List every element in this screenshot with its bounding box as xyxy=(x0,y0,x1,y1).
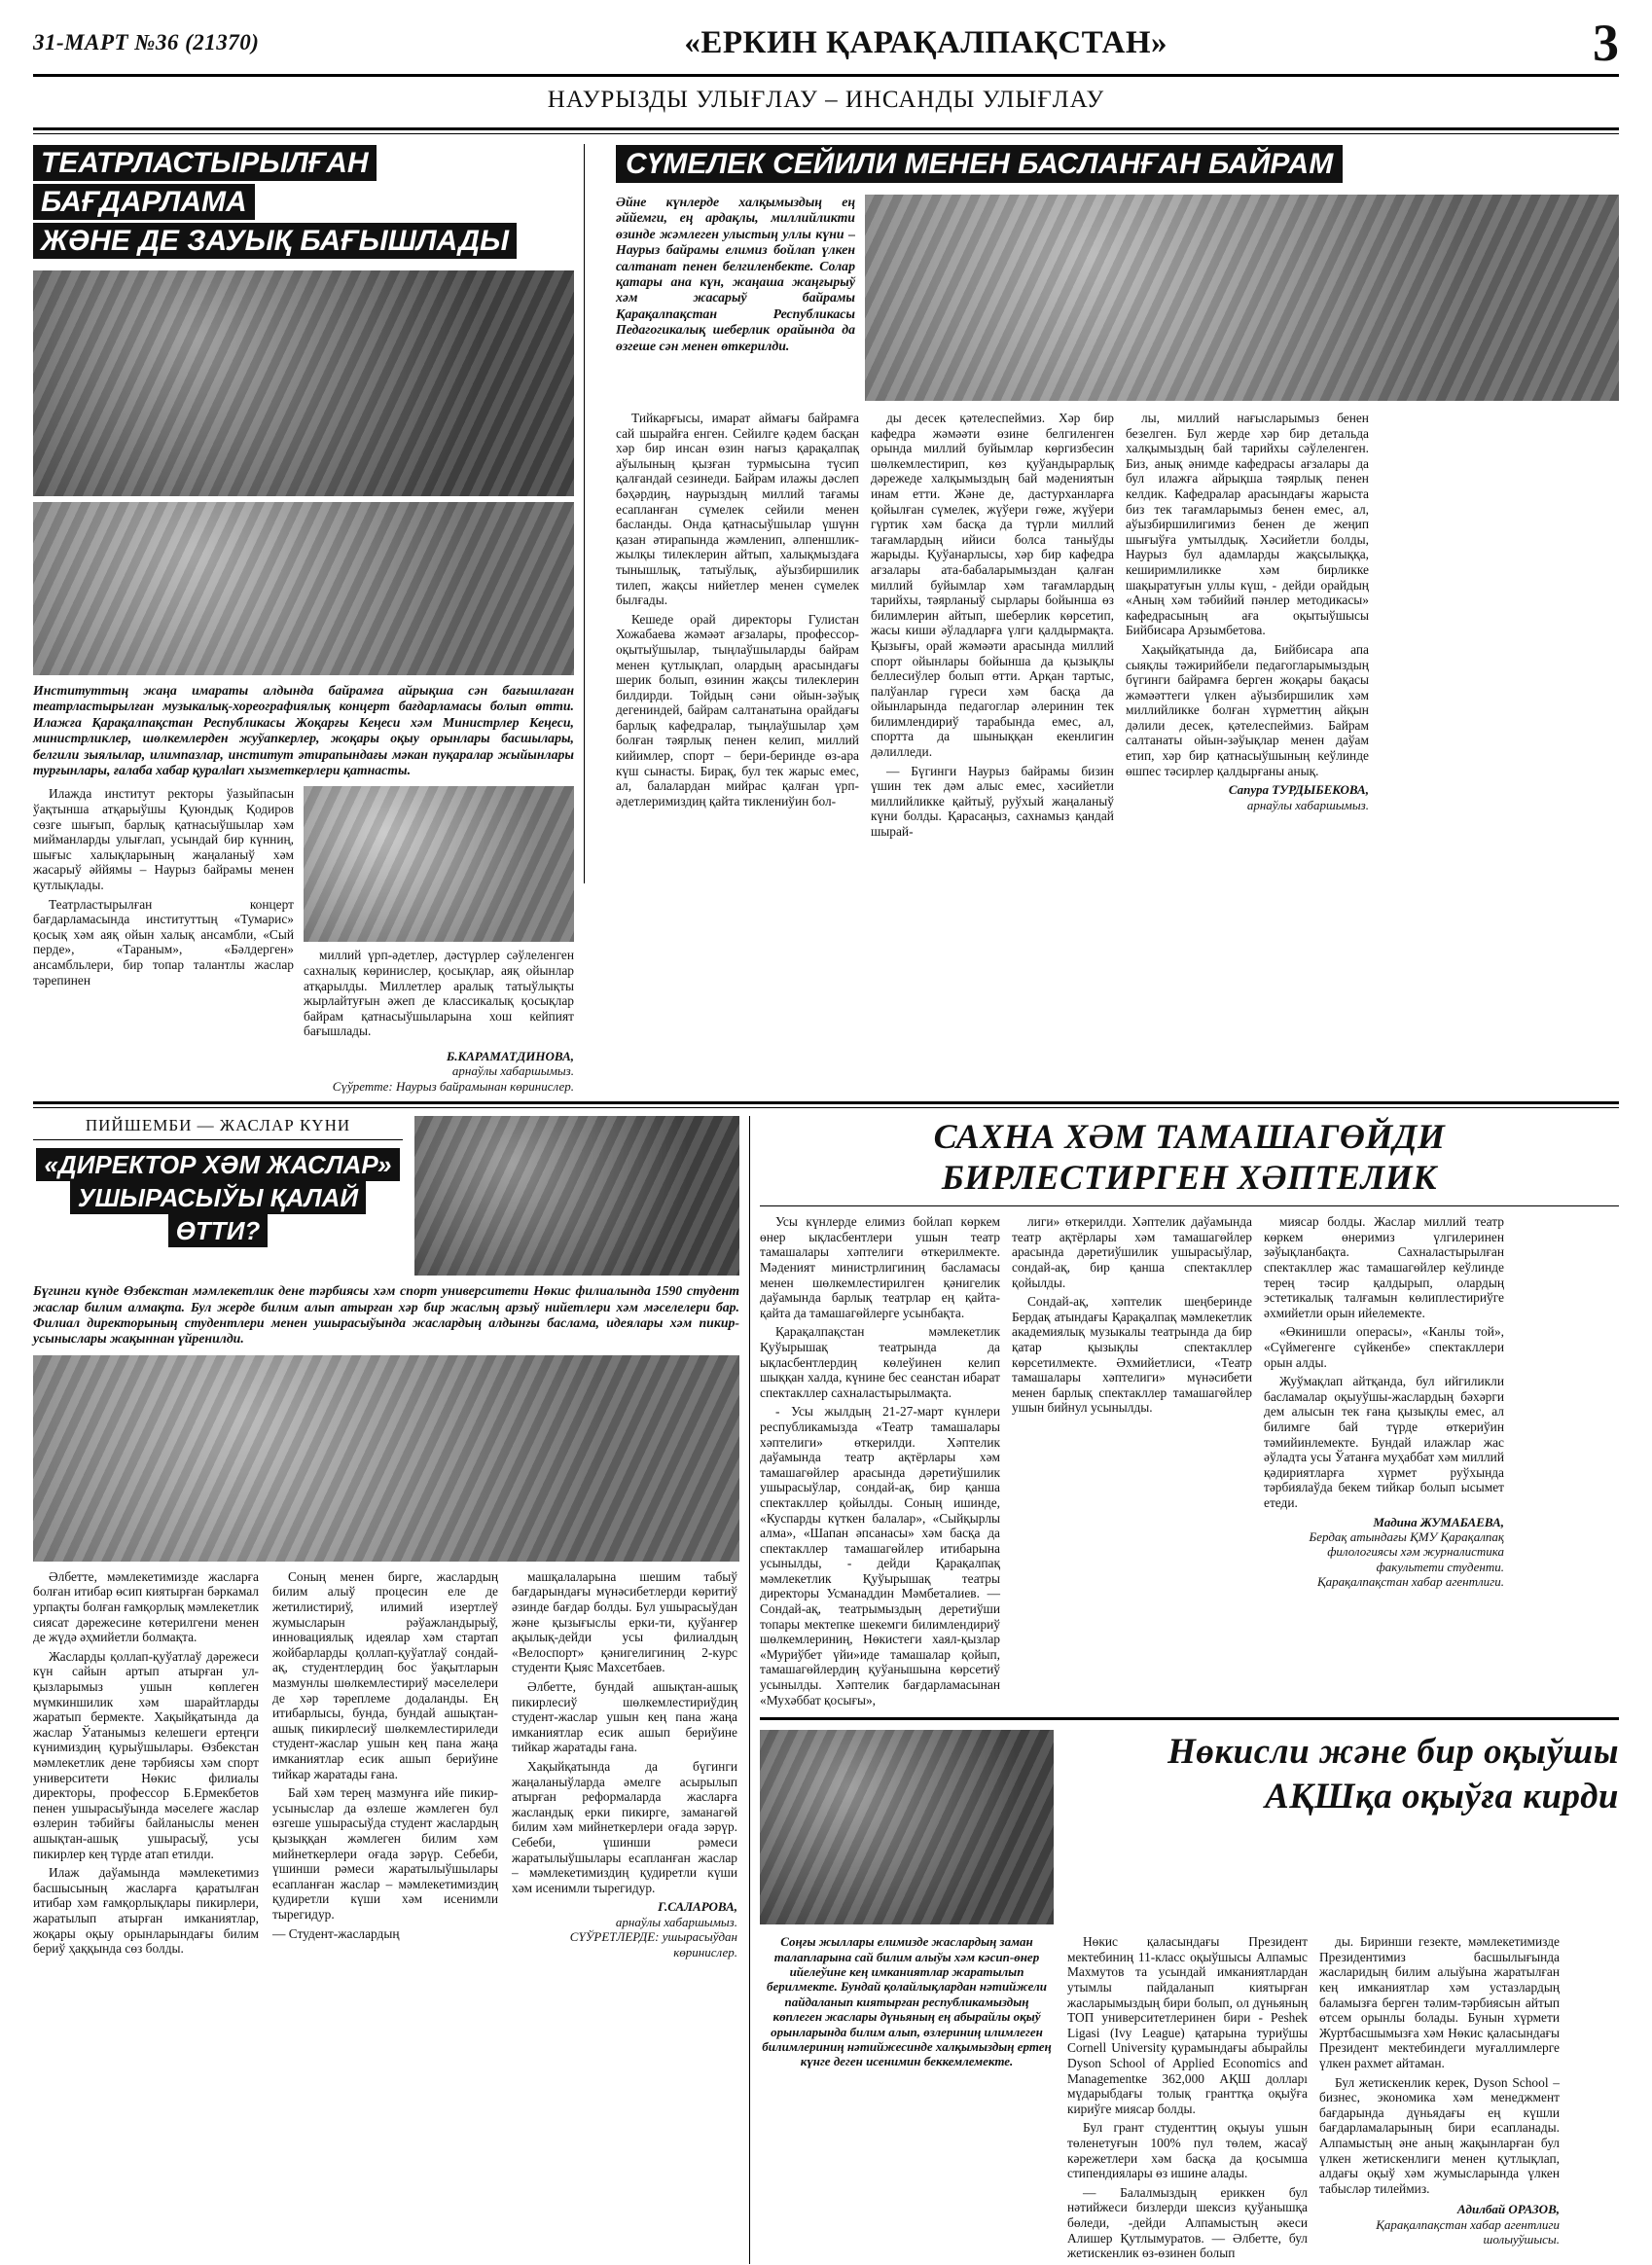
article3-signature-role: арнаўлы хабаршымыз. xyxy=(615,1914,737,1929)
article2-headline xyxy=(616,144,1619,185)
article4-agency: Қарақалпақстан хабар агентлиги. xyxy=(1316,1574,1504,1590)
article4-c2-p1: лиги» өткерилди. Хәптелик даўамында театр ақтёрлары хәм тамашагөйлер арасында дәретиўшилик ушырасыўлар, сондай-ақ, бир қанша спектакллер қойылды. xyxy=(1012,1214,1252,1290)
article2-photo-main xyxy=(865,195,1619,401)
article1-photo-main xyxy=(33,270,574,496)
article4-c1-p3: - Усы жылдың 21-27-март күнлери республикамызда «Театр тамашалары хәптелиги» өткерилди. Хәптелик даўамында театр ақтёрлары хәм тамашагөйлер арасында дәретиўшилик ушырасыўлар, сондай-ақ, бир қанша спектакллер қойылды. Соның ишинде, «Куспарды күткен балалар», «Сыйқырлы алма», «Шапан әпсанасы» хәм басқа да спектакллер тамашагөйлер итибарына усынылды, - дейди Қарақалпақ мәмлекетлик Қуўырышақ театры директоры Усманаддин Мәмбеталиев. — Сондай-ақ, театрымыздың деретиўши топары мектепке шекемги билимлендириў шөлкемлериниң, Нөкистеги хаял-қызлар «Муриўбет үйи»иде тамашалар қойып, тамашагөйлердиң қуўанышына көрсетиў усынылды. Хәптелик бағдарламасынан «Мухәббат қосығы», xyxy=(760,1404,1000,1708)
column-divider-top xyxy=(584,144,585,883)
article5-c1-p3: — Балалмыздың ериккен бул нәтийжеси бизлерди шексиз қуўанышқа бөледи, -дейди Алпамыстың әкеси Алишер Қутлымуратов. — Әлбетте, бул жетискенлик өз-өзинен болып xyxy=(1067,2184,1308,2261)
article5-col2 xyxy=(1319,1934,1560,2264)
article5-headline-line2: АҚШқа оқыўға кирди xyxy=(1265,1777,1619,1817)
article1-headline-line2: ЖӘНЕ ДЕ ЗАУЫҚ БАҒЫШЛАДЫ xyxy=(33,223,517,259)
article1-photo-caption: Сүўретте: Наурыз байрамынан көринислер. xyxy=(332,1078,574,1094)
article5-signature-role: Қарақалпақстан хабар агентлиги шолыуўшысы. xyxy=(1376,2216,1560,2247)
article5-caption-col xyxy=(760,1934,1054,2264)
article3-photo-caption: СҮЎРЕТЛЕРДЕ: ушырасыўдан көринислер. xyxy=(569,1929,737,1959)
article1-signature-role: арнаўлы хабаршымыз. xyxy=(451,1063,574,1079)
kicker-rule-top xyxy=(33,127,1619,130)
article5-c2-p2: Бул жетискенлик керек, Dyson School – бизнес, экономика хәм менеджмент бағдарында дүньядағы ең күшли бағдарламаларының бири есапланады. Алпамыстың әне аның жақынларған бул үлкен жетискенлиги менен қутлықлап, алдағы оқыў хәм жумысларында үлкен табысләр тилеймиз. xyxy=(1319,2074,1560,2196)
article3-headline-line2: УШЫРАСЫЎЫ ҚАЛАЙ ӨТТИ? xyxy=(70,1181,366,1247)
article4-c3-p1: миясар болды. Жаслар миллий театр көркем өнеримиз үлгилеринен зәўықланбақта. Сахналастырылған спектакллер жас тамашагөйлер кеўлинде терең тәсир қалдырып, олардың эстетикалық талғамын көлиплестириўге әхмийетли орын ийелемекте. xyxy=(1264,1214,1504,1320)
article5-rule xyxy=(760,1717,1619,1720)
article1-signature xyxy=(33,1049,574,1094)
article1-p1: Илажда институт ректоры ўазыйпасын ўақтынша атқарыўшы Қуюндық Қодиров сөзге шығып, барлық қатнасыўшылар хәм мийманларды улығлап, усындай бир күнниң, шығыс халықларының жаңаланыў хәм жасарыў әййямы – Наурыз байрамы менен қутлықлады. xyxy=(33,786,294,892)
article2-c1-p2: Кешеде орай директоры Гулистан Хожабаева жәмәәт ағзалары, профессор-оқытыўшылар, тыңлаўшыларды байрам менен қутлықлап, олардың арасындағы шерик болып, өзинин жақсы тилеклерин билдирди. Тойдың сәни ойын-зәўық дегениндей, байрам салтанатына орайдағы барлық кафедралар, тыңлаўшылар ҳәм болған тәярлық пенен келип, миллий кийимлер, спорт – бери-беринде өз-ара күш сынасты. Бирақ, бул тек жарыс емес, ал, балалардан мийрас қалған үрп-әдетлеримиздиң қайта тиклениўин бол- xyxy=(615,611,859,809)
article3-c1-p2: Жасларды қоллап-қуўатлаў дәрежеси күн сайын артып атырған ул-қызларымыз ушын көплеген мүмкиншилик хәм шарайтларды жаратып бермекте. Хақыйқатында да жаслар Ўатанымыз келешеги ертеңги күнимиздиң қурыўшылары. Өзбекстан мәмлекетлик дене тәрбиясы хәм спорт университети Нөкис филиалы директоры, профессор Б.Ермекбетов пенен ушырасыўында мәселеге жаслар өзлерин тәбийғы байланыслы менен ашықтан-ашық ушырасыў, усы пикирлер кең түрде атап етилди. xyxy=(33,1648,259,1861)
article3-c3-p2: Әлбетте, бундай ашықтан-ашық пикирлесиў шөлкемлестириўдиң студент-жаслар ушын кең пана жаңа имканиятлар есик ашып бериўине тийкар жаратады ғана. xyxy=(512,1679,737,1755)
article4-signature-name: Мадина ЖУМАБАЕВА, xyxy=(1373,1514,1504,1529)
article1-p3: миллий үрп-әдетлер, дәстүрлер сәўлеленген сахналық көринислер, қосықлар, аяқ ойынлар атқарылды. Миллетлер аралық татыўлықты жырлайтуғын әжеп де классикалық қосықлар байрам қатнасыўшыларына хош кейпият бағышлады. xyxy=(304,948,574,1039)
article3-c2-p1: Соның менен бирге, жаслардың билим алыў процесин еле де жетилистириў, илимий изертлеў жумысларын рәўажландырыў, инновациялық идеялар хәм стартап жойбарларды қоллап-қуўатлаў сондай-ақ, студентлердиң бос ўақытларын мазмунлы шөлкемлестириў мәселелери де хәр тәреплеме додаланды. Ең итибарлысы, бунда, бундай ашықтан-ашық пикирлесиў шөлкемлестириледи студент-жаслар ушын кең пана жаңа имканиятлар есик ашып бериўине тийкар жаратады ғана. xyxy=(272,1568,498,1781)
article4-c1-p2: Қарақалпақстан мәмлекетлик Қуўырышақ театрында да ықласбентлердиң көлеўинен келип шыққан халда, күнине бес сеанстан ибарат спектакллер сахналастырылмақта. xyxy=(760,1324,1000,1400)
article4-headline xyxy=(760,1116,1619,1198)
article5-signature xyxy=(1319,2202,1560,2247)
article1-photo-third xyxy=(304,786,574,942)
page-number: 3 xyxy=(1592,14,1619,72)
article1-signature-name: Б.КАРАМАТДИНОВА, xyxy=(446,1049,574,1063)
article3-signature-name: Г.САЛАРОВА, xyxy=(658,1899,737,1915)
article3-lead: Бүгинги күнде Өзбекстан мәмлекетлик дене тәрбиясы хәм спорт университети Нөкис филиалында 1590 студент жаслар билим алмақта. Бул жерде билим алып атырған хәр бир жаслың арзыў нийетлери хәм мәселелери бар. Филиал директорының студентлери менен ушырасыўында жаслардың алдынғы баслама, идеялары хәм пикир-усыныслары жақыннан үйренилди. xyxy=(33,1283,739,1347)
article1-lead: Институттың жаңа имараты алдында байрамға айрықша сән бағышлаған театрластырылған музыкалық-хореографиялық концерт бағдарламасы болып өтти. Илажға Қарақалпақстан Республикасы Жоқарғы Кеңеси хәм Министрлер Кеңеси, министрликлер, шөлкемлерден жуўапкерлер, жоқары оқыу орынлары басшылары, белгили зыялылар, илимпазлар, институт әтирапындағы мәкан пуқаралар жыйынлары турғынлары, ғалаба хабар қуралları хызметкерлери қатнасты. xyxy=(33,683,574,778)
article-student-usa xyxy=(760,1730,1619,2264)
article5-headline-line1: Нөкисли және бир оқыўшы xyxy=(1167,1732,1619,1773)
article5-headline xyxy=(1067,1730,1619,1819)
article3-col1 xyxy=(33,1569,259,1960)
article1-photo-second xyxy=(33,502,574,675)
article3-photo-audience xyxy=(33,1355,739,1562)
section-kicker: НАУРЫЗДЫ УЛЫҒЛАУ – ИНСАНДЫ УЛЫҒЛАУ xyxy=(547,87,1105,113)
issue-date: 31-МАРТ №36 (21370) xyxy=(33,30,260,54)
article-director-and-youth xyxy=(33,1116,739,2264)
article4-signature xyxy=(1264,1515,1504,1590)
article3-c1-p3: Илаж даўамында мәмлекетимиз басшысының жасларға қаратылған итибар хәм ғамқорлықлары пикирлери, жаратылып атырған имканиятлар, жоқары оқыу орынларындағы билим бериў ҳаққында сөз болды. xyxy=(33,1865,259,1957)
article2-col2 xyxy=(871,411,1114,844)
article1-col2 xyxy=(304,786,574,1043)
article5-signature-name: Адилбай ОРАЗОВ, xyxy=(1456,2202,1560,2217)
article2-lead-col xyxy=(616,195,855,401)
article2-signature-role: арнаўлы хабаршымыз. xyxy=(1246,797,1369,812)
article1-headline xyxy=(33,144,574,261)
article3-signature xyxy=(512,1899,737,1959)
article2-c2-p1: ды десек қәтелеспеймиз. Хәр бир кафедра жәмәәти өзине белгиленген орында миллий буйымлар көргизбесин шөлкемлестирип, көз қуўандырарлық дәрежеде халқымыздың бай мәдениятын инам етти. Және де, дастурханларға қойылған сүмелек, жүўери гөже, жүўери гүртик хәм басқа да түрли миллий тағамлардың ийиси болса таныўды жарыды. Қуўанарлысы, хәр бир кафедра ағзалары ата-бабаларымыздан қалған миллий буйымлар хәм тағамлардың тарийхы, тәярланыў сырлары бойынша өз билимлерин айтып, шеберлик көрсетип, жасы киши әўладларға үлги қалдырмақта. Қызығы, орай жәмәәти арасында миллий спорт ойынлары бойынша да қызықлы беллесиўлер болып өтти. Арқан тартыс, палўанлар гүреси хәм басқа да ойынларында педагоглар әлеринин тек билимлендириў тарабында емес, ал, спортта да шыныққан екенлигин дәлилледи. xyxy=(870,411,1114,760)
middle-section xyxy=(33,1116,1619,2264)
column-divider-middle xyxy=(749,1116,750,2264)
article4-c1-p1: Усы күнлерде елимиз бойлап көркем өнер ықласбентлери ушын театр тамашалары хәптелиги өткерилмекте. Мәденият министрлигиниң басламасы менен шөлкемлестирилген қәнигелик даўамында барлық театрлар ең қайта-қайта да тамашагөйлерге усынбақта. xyxy=(760,1214,1000,1320)
article4-col2 xyxy=(1012,1214,1252,1711)
article4-c2-p2: Сондай-ақ, хәптелик шеңберинде Бердақ атындағы Қарақалпақ мәмлекетлик академиялық музыкалы театрында да бир қатар қызықлы спектакллер көрсетилмекте. Әхмийетлиси, «Театр тамашалары хәптелиги» мүнәсибети менен барлық спектакллер тамашагөйлер ушын бийнул усынылды. xyxy=(1012,1294,1252,1416)
article4-signature-role: Бердақ атындағы ҚМУ Қарақалпақ филологиясы хәм журналистика факультети студенти. xyxy=(1309,1528,1504,1574)
right-stack xyxy=(760,1116,1619,2264)
article3-col3 xyxy=(512,1569,737,1960)
article3-col2 xyxy=(272,1569,498,1960)
article3-c2-p2: Бай хәм терең мазмунға ийе пикир-усыныслар да өзлеше жәмлеген бул өзгеше ушырасыўда студент жаслардың қызыққан жәмлеген билим хәм мийнеткерлери оғада зәрүр. Себеби, үшинши рәмеси жаратылыўшылары есапланған жаслар – мәмлекетимиздиң қудиретли күши хәм исенимли тырегидур. xyxy=(272,1785,498,1922)
newspaper-title: «ЕРКИН ҚАРАҚАЛПАҚСТАН» xyxy=(684,24,1168,60)
article4-headline-line2: БИРЛЕСТИРГЕН ХӘПТЕЛИК xyxy=(941,1158,1438,1198)
article-theatrical-program xyxy=(33,144,574,1094)
article5-photo-student xyxy=(760,1730,1054,1924)
kicker-rule-bottom xyxy=(33,133,1619,134)
mid-rule-bottom xyxy=(33,1107,1619,1108)
article4-headline-line1: САХНА ХӘМ ТАМАШАГӨЙДИ xyxy=(933,1117,1446,1157)
article2-c1-p1: Тийкарғысы, имарат аймағы байрамға сай шырайға енген. Сейилге қәдем басқан хәр бир инсан өзин нағыз қарақалпақ аўылының қызған турмысына түсип қалғандай сезинеди. Байрам илажы дәслеп бәҳәрдиң, наурыздың миллий тағамы есапланған сүмелек сейили менен басланды. Онда қатнасыўшылар үшүнн қазан әтирапында жәмленип, әлпеншлик-жылқы тилеклерин айтып, халықмыздаға тынышлық, татыўлық, аўызбиршилик тилеп, жақсы нийетлер менен сүмелек былғады. xyxy=(615,411,859,608)
article2-signature-name: Сапура ТУРДЫБЕКОВА, xyxy=(1228,782,1369,798)
article3-c1-p1: Әлбетте, мәмлекетимизде жасларға болған итибар өсип киятырған бәркамал урпақты болған ғамқорлық мәмлекетлик сиясат дәрежесине көтерилгени менен де жүдә әҳмийетли болмақта. xyxy=(33,1568,259,1645)
article5-c1-p2: Бул грант студенттиң оқыуы ушын төленетуғын 100% пул төлем, жасаў кәрежетлери хәм басқа да қосымша стипендиялары өз ишине алады. xyxy=(1067,2120,1308,2181)
article5-col1 xyxy=(1067,1934,1308,2264)
article3-kicker: ПИЙШЕМБИ — ЖАСЛАР КҮНИ xyxy=(85,1116,351,1135)
article3-tail: — Студент-жаслардың xyxy=(272,1925,400,1941)
article2-lead: Әйне күнлерде халқымыздың ең әййемги, ең ардақлы, миллийликти өзинде жәмлеген улыстың уллы күни – Наурыз байрамы елимиз бойлап үлкен салтанат пенен белгиленбекте. Солар қатары ана күн, жаңаша жаңғырыў хәм жасарыў байрамы Қарақалпақстан Республикасы Педагогикалық шеберлик орайында да өзгеше сән менен өткерилди. xyxy=(615,195,855,353)
article2-signature xyxy=(1126,782,1369,812)
article3-photo-portrait xyxy=(414,1116,739,1276)
article4-col1 xyxy=(760,1214,1000,1711)
article-sumelek-festival xyxy=(616,144,1619,1094)
masthead xyxy=(33,14,1619,72)
article3-headline xyxy=(33,1148,403,1247)
article5-c2-p1: ды. Биринши гезекте, мәмлекетимизде Президентимиз басшылығында жасларидың билим алыўына жаратылған кең имканиятлар хәм устазлардың баламызға берген тәлим-тәрбиясын айтып өтсем орынлы болады. Бунын хүрмети Журтбасшымызға хәм Нөкис қаласындағы Президент мектебиндеги муғаллимлерге үлкен рахмет айтаман. xyxy=(1319,1934,1560,2070)
article2-c3-p1: лы, миллий нағысларымыз бенен безелген. Бул жерде хәр бир детальда халқымыздың бай тарийхы сәўлеленген. Биз, анық әнимде кафедрасы ағзалары да бул илажға айрықша тәярлық пенен келдик. Кафедралар арасындағы жарыста биз тек тағамларымыз бенен емес, ал, аўызбиршилигимиз бенен де жеңип шығыўға умтылдық. Хәсийетли болды, Наурыз бул адамларды жақсылыққа, кеширимлиликке хәм бирликке шақыратуғын уллы күш, - дейди орайдың «Аның хәм тәбийий пәнлер методикасы» кафедрасының аға оқытыўшысы Бийбисара Арзымбетова. xyxy=(1125,411,1369,638)
article5-c1-p1: Нөкис қаласындағы Президент мектебиниң 11-класс оқыўшысы Алпамыс Махмутов та усындай имканиятлардан утымлы пайдаланып киятырған жасларымыздың бири болып, ол дүньяның ТОП университетлеринен бири - Peshek Ligasi (Ivy League) қатарына туриўшы Cornell University қурамындағы абырайлы Dyson School of Applied Economics and Managementке 362,000 АҚШ долларı мүдарыбдағы толық гранттқа оқыўға кириўге миясар болды. xyxy=(1067,1934,1308,2116)
top-section xyxy=(33,144,1619,1094)
article-theatre-week xyxy=(760,1116,1619,1711)
article5-photo-caption: Соңғы жыллары елимизде жаслардың заман талапларына сай билим алыўы хәм кәсип-өнер ийелеўине кең имканиятлар жаратылып берилмекте. Бундай қолайлықлардан нәтийжели пайдаланып киятырған республикамыздың көплеген жаслары дүньяның ең абырайлы оқыў орынларында билим алып, өзлериниң илимлеген билимлериниң нәтийжесинде халқымыздың ертең күнге деген исенимин беккемлемекте. xyxy=(762,1934,1052,2069)
article2-col1 xyxy=(616,411,859,844)
article3-c3-p1: машқалаларына шешим табыў бағдарындағы мүнәсибетлерди көритиў әзинде бағдар болды. Бул ушырасыўдан және қызығыслы ерки-ти, қуўанғер ақылық-дейди усы филиалдың «Велоспорт» қәнигелигиниң 2-курс студенти Қыяс Махсетбаев. xyxy=(512,1568,737,1675)
article4-c3-p3: Жуўмақлап айтқанда, бул ийгиликли басламалар оқыуўшы-жаслардың бәхәрги дем алысын тек ғана қызықлы емес, ал билимге бай түрде өткериўин тәмийинлемекте. Бундай илажлар жас әўладта усы Ўатанға муҳаббат хәм миллий қәдириятларға хүрмет руўхында тәрбиялаўда бекем тийкар болып ысымет етеди. xyxy=(1264,1374,1504,1510)
mid-rule-top xyxy=(33,1101,1619,1104)
article2-c3-p2: Хақыйқатында да, Бийбисара апа сыяқлы тәжирийбели педагогларымыздың бүгинги байрамға берген жоқары бақасы жәмәәттеги үлкен аўызбиршилик хәм миллийликке болған хүрметтиң айқын дәлили десек, қәтелеспеймиз. Байрам салтанаты ойын-зәўықлар менен даўам етип, хәр бир қатнасыўшының кеўлинде өшпес тәсирлер қалдырғаны анық. xyxy=(1125,641,1369,778)
article1-headline-line1: ТЕАТРЛАСТЫРЫЛҒАН БАҒДАРЛАМА xyxy=(33,145,377,220)
article2-c2-p2: — Бүгинги Наурыз байрамы бизин үшин тек дәм алыс емес, хәсийетли миллийликке қайтыў, руўхый жаңаланыў күни болды. Қарасаңыз, сахнамыз қандай шырай- xyxy=(870,763,1114,840)
article1-col1 xyxy=(33,786,294,1043)
article2-col3 xyxy=(1126,411,1369,844)
article4-c3-p2: «Өкинишли операсы», «Канлы той», «Сүймегенге сүйкенбе» спектакллери орын алды. xyxy=(1264,1324,1504,1370)
article2-headline-text: СҮМЕЛЕК СЕЙИЛИ МЕНЕН БАСЛАНҒАН БАЙРАМ xyxy=(616,145,1343,183)
article3-headline-line1: «ДИРЕКТОР ХӘМ ЖАСЛАР» xyxy=(36,1148,399,1181)
article1-p2: Театрластырылған концерт бағдарламасында институттың «Тумарис» қосық хәм аяқ ойын халық ансамбли, «Сый перде», «Тараным», «Бәлдерген» ансамбльлери, бир топар талантлы жаслар тәрепинен xyxy=(33,896,294,988)
article4-col3 xyxy=(1264,1214,1504,1711)
article3-c3-p3: Хақыйқатында да бүгинги жаңаланыўларда әмелге асырылып атырған реформаларда жасларға жасландық ерки пикирге, заманагөй билим хәм мийнеткерлери оғада зәрүр. Себеби, үшинши рәмеси жаратылыўшылары есапланған жаслар – мәмлекетимиздиң қудиретли күши хәм исенимли тырегидур. xyxy=(512,1758,737,1895)
